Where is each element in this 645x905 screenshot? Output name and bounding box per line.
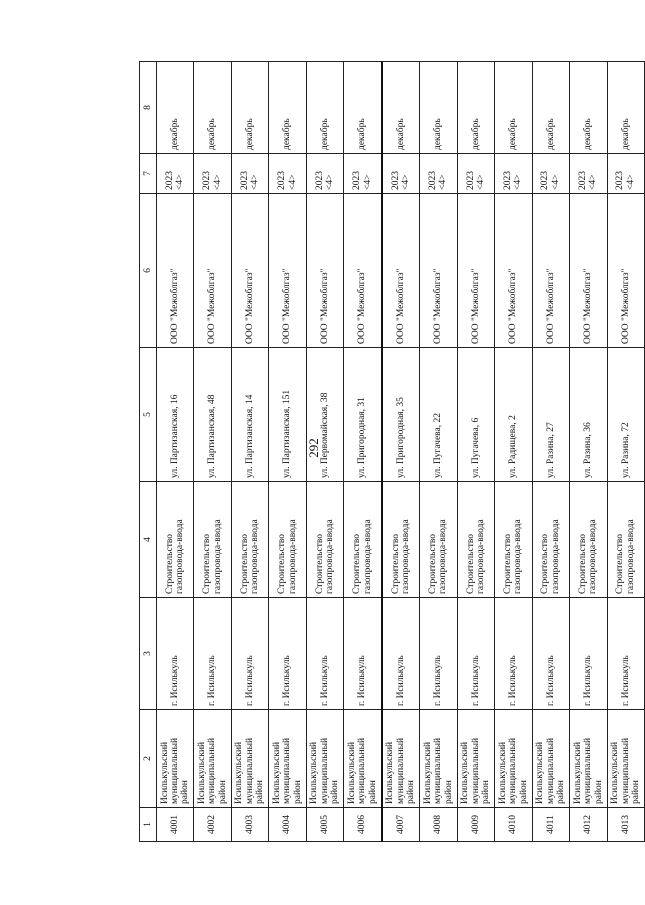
row-number: 4002 <box>194 808 231 842</box>
address-cell: ул. Пригородная, 35 <box>382 348 420 482</box>
row-number: 4013 <box>607 808 644 842</box>
work-cell: Строительство газопровода-ввода <box>306 482 343 598</box>
table-row <box>269 62 306 842</box>
city-cell: г. Исилькуль <box>269 598 306 710</box>
city-cell: г. Исилькуль <box>532 598 569 710</box>
org-cell: ООО "Межоблгаз" <box>457 194 494 348</box>
district-cell: Исилькульский муниципальный район <box>457 710 494 808</box>
address-cell: ул. Партизанская, 151 <box>269 348 306 482</box>
district-cell: Исилькульский муниципальный район <box>194 710 231 808</box>
month-cell: декабрь <box>194 62 231 154</box>
address-cell: ул. Первомайская, 38 <box>306 348 343 482</box>
year-cell: 2023 <4> <box>194 154 231 194</box>
column-header: 5 <box>140 348 157 482</box>
table-row <box>420 62 457 842</box>
column-header: 1 <box>140 808 157 842</box>
org-cell: ООО "Межоблгаз" <box>570 194 607 348</box>
table-row <box>570 62 607 842</box>
city-cell: г. Исилькуль <box>570 598 607 710</box>
year-cell: 2023 <4> <box>306 154 343 194</box>
year-cell: 2023 <4> <box>157 154 194 194</box>
address-cell: ул. Пугачева, 6 <box>457 348 494 482</box>
org-cell: ООО "Межоблгаз" <box>194 194 231 348</box>
table-row <box>306 62 343 842</box>
city-cell: г. Исилькуль <box>457 598 494 710</box>
work-cell: Строительство газопровода-ввода <box>495 482 532 598</box>
year-cell: 2023 <4> <box>269 154 306 194</box>
year-cell: 2023 <4> <box>344 154 382 194</box>
work-cell: Строительство газопровода-ввода <box>269 482 306 598</box>
city-cell: г. Исилькуль <box>157 598 194 710</box>
city-cell: г. Исилькуль <box>194 598 231 710</box>
row-number: 4001 <box>157 808 194 842</box>
year-cell: 2023 <4> <box>457 154 494 194</box>
org-cell: ООО "Межоблгаз" <box>231 194 268 348</box>
table-row <box>532 62 569 842</box>
year-cell: 2023 <4> <box>532 154 569 194</box>
org-cell: ООО "Межоблгаз" <box>157 194 194 348</box>
org-cell: ООО "Межоблгаз" <box>420 194 457 348</box>
month-cell: декабрь <box>607 62 644 154</box>
table-row <box>344 62 382 842</box>
work-cell: Строительство газопровода-ввода <box>457 482 494 598</box>
district-cell: Исилькульский муниципальный район <box>344 710 382 808</box>
address-cell: ул. Разина, 27 <box>532 348 569 482</box>
city-cell: г. Исилькуль <box>420 598 457 710</box>
district-cell: Исилькульский муниципальный район <box>495 710 532 808</box>
row-number: 4006 <box>344 808 382 842</box>
row-number: 4012 <box>570 808 607 842</box>
work-cell: Строительство газопровода-ввода <box>607 482 644 598</box>
month-cell: декабрь <box>420 62 457 154</box>
city-cell: г. Исилькуль <box>382 598 420 710</box>
column-header: 2 <box>140 710 157 808</box>
district-cell: Исилькульский муниципальный район <box>157 710 194 808</box>
month-cell: декабрь <box>457 62 494 154</box>
table-row <box>457 62 494 842</box>
table-row <box>194 62 231 842</box>
district-cell: Исилькульский муниципальный район <box>532 710 569 808</box>
org-cell: ООО "Межоблгаз" <box>344 194 382 348</box>
column-header: 6 <box>140 194 157 348</box>
month-cell: декабрь <box>344 62 382 154</box>
address-cell: ул. Радищева, 2 <box>495 348 532 482</box>
address-cell: ул. Партизанская, 48 <box>194 348 231 482</box>
address-cell: ул. Пугачева, 22 <box>420 348 457 482</box>
work-cell: Строительство газопровода-ввода <box>194 482 231 598</box>
address-cell: ул. Разина, 36 <box>570 348 607 482</box>
month-cell: декабрь <box>570 62 607 154</box>
org-cell: ООО "Межоблгаз" <box>306 194 343 348</box>
district-cell: Исилькульский муниципальный район <box>231 710 268 808</box>
row-number: 4010 <box>495 808 532 842</box>
month-cell: декабрь <box>306 62 343 154</box>
column-header: 7 <box>140 154 157 194</box>
address-cell: ул. Разина, 72 <box>607 348 644 482</box>
table-container <box>139 62 645 842</box>
header-row <box>140 62 157 842</box>
column-header: 4 <box>140 482 157 598</box>
table-row <box>607 62 644 842</box>
row-number: 4008 <box>420 808 457 842</box>
table-row <box>157 62 194 842</box>
year-cell: 2023 <4> <box>495 154 532 194</box>
district-cell: Исилькульский муниципальный район <box>269 710 306 808</box>
org-cell: ООО "Межоблгаз" <box>495 194 532 348</box>
month-cell: декабрь <box>231 62 268 154</box>
column-header: 8 <box>140 62 157 154</box>
work-cell: Строительство газопровода-ввода <box>382 482 420 598</box>
address-cell: ул. Пригородная, 31 <box>344 348 382 482</box>
month-cell: декабрь <box>495 62 532 154</box>
work-cell: Строительство газопровода-ввода <box>570 482 607 598</box>
city-cell: г. Исилькуль <box>231 598 268 710</box>
year-cell: 2023 <4> <box>607 154 644 194</box>
table-row <box>495 62 532 842</box>
row-number: 4003 <box>231 808 268 842</box>
address-cell: ул. Партизанская, 14 <box>231 348 268 482</box>
gas-pipeline-table <box>139 61 645 842</box>
city-cell: г. Исилькуль <box>306 598 343 710</box>
row-number: 4007 <box>382 808 420 842</box>
org-cell: ООО "Межоблгаз" <box>382 194 420 348</box>
month-cell: декабрь <box>269 62 306 154</box>
work-cell: Строительство газопровода-ввода <box>344 482 382 598</box>
year-cell: 2023 <4> <box>420 154 457 194</box>
district-cell: Исилькульский муниципальный район <box>420 710 457 808</box>
row-number: 4011 <box>532 808 569 842</box>
city-cell: г. Исилькуль <box>495 598 532 710</box>
column-header: 3 <box>140 598 157 710</box>
address-cell: ул. Партизанская, 16 <box>157 348 194 482</box>
row-number: 4009 <box>457 808 494 842</box>
row-number: 4005 <box>306 808 343 842</box>
month-cell: декабрь <box>532 62 569 154</box>
work-cell: Строительство газопровода-ввода <box>420 482 457 598</box>
table-row <box>382 62 420 842</box>
page-number: 292 <box>306 438 321 458</box>
district-cell: Исилькульский муниципальный район <box>382 710 420 808</box>
table-row <box>231 62 268 842</box>
year-cell: 2023 <4> <box>570 154 607 194</box>
org-cell: ООО "Межоблгаз" <box>607 194 644 348</box>
city-cell: г. Исилькуль <box>607 598 644 710</box>
district-cell: Исилькульский муниципальный район <box>306 710 343 808</box>
work-cell: Строительство газопровода-ввода <box>231 482 268 598</box>
work-cell: Строительство газопровода-ввода <box>157 482 194 598</box>
district-cell: Исилькульский муниципальный район <box>607 710 644 808</box>
org-cell: ООО "Межоблгаз" <box>532 194 569 348</box>
district-cell: Исилькульский муниципальный район <box>570 710 607 808</box>
org-cell: ООО "Межоблгаз" <box>269 194 306 348</box>
row-number: 4004 <box>269 808 306 842</box>
year-cell: 2023 <4> <box>382 154 420 194</box>
year-cell: 2023 <4> <box>231 154 268 194</box>
month-cell: декабрь <box>382 62 420 154</box>
work-cell: Строительство газопровода-ввода <box>532 482 569 598</box>
city-cell: г. Исилькуль <box>344 598 382 710</box>
month-cell: декабрь <box>157 62 194 154</box>
